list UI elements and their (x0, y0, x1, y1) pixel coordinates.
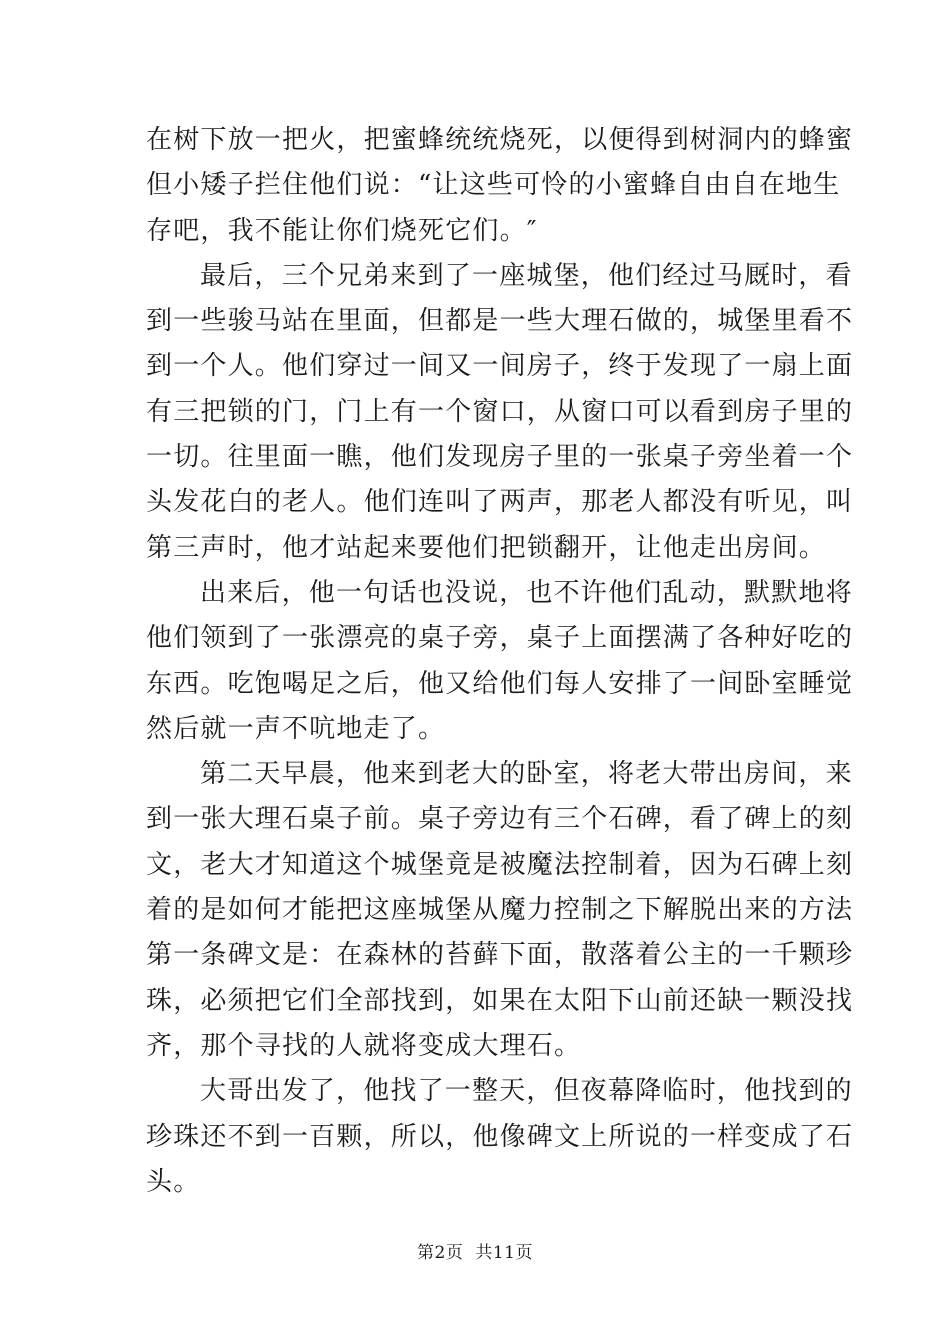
text-line: 着的是如何才能把这座城堡从魔力控制之下解脱出来的方法 (146, 895, 854, 926)
text-line: 第一条碑文是：在森林的苔藓下面，散落着公主的一千颗珍 (146, 940, 854, 971)
text-line: 到一个人。他们穿过一间又一间房子，终于发现了一扇上面 (146, 351, 854, 382)
text-line: 最后，三个兄弟来到了一座城堡，他们经过马厩时，看 (200, 260, 853, 291)
text-line: 出来后，他一句话也没说，也不许他们乱动，默默地将 (200, 577, 853, 608)
text-line: 他们领到了一张漂亮的桌子旁，桌子上面摆满了各种好吃的 (146, 623, 854, 654)
text-line: 然后就一声不吭地走了。 (146, 713, 446, 744)
text-line: 一切。往里面一瞧，他们发现房子里的一张桌子旁坐着一个 (146, 442, 854, 473)
text-line: 珠，必须把它们全部找到，如果在太阳下山前还缺一颗没找 (146, 985, 854, 1016)
text-line: 到一张大理石桌子前。桌子旁边有三个石碑，看了碑上的刻 (146, 804, 854, 835)
text-line: 东西。吃饱喝足之后，他又给他们每人安排了一间卧室睡觉 (146, 668, 854, 699)
page-footer (0, 1241, 950, 1265)
text-line: 头发花白的老人。他们连叫了两声，那老人都没有听见，叫 (146, 487, 854, 518)
text-line: 存吧，我不能让你们烧死它们。″ (146, 215, 538, 246)
text-line: 有三把锁的门，门上有一个窗口，从窗口可以看到房子里的 (146, 396, 854, 427)
text-line: 到一些骏马站在里面，但都是一些大理石做的，城堡里看不 (146, 306, 854, 337)
page-total: 共11页 (475, 1243, 533, 1263)
text-line: 第二天早晨，他来到老大的卧室，将老大带出房间，来 (200, 759, 853, 790)
text-line: 珍珠还不到一百颗，所以，他像碑文上所说的一样变成了石 (146, 1121, 854, 1152)
body-text (146, 118, 854, 1205)
text-line: 但小矮子拦住他们说：“让这些可怜的小蜜蜂自由自在地生 (146, 170, 841, 201)
text-line: 齐，那个寻找的人就将变成大理石。 (146, 1030, 582, 1061)
text-line: 文，老大才知道这个城堡竟是被魔法控制着，因为石碑上刻 (146, 849, 854, 880)
text-line: 第三声时，他才站起来要他们把锁翻开，让他走出房间。 (146, 532, 827, 563)
text-line: 大哥出发了，他找了一整天，但夜幕降临时，他找到的 (200, 1076, 853, 1107)
text-line: 头。 (146, 1166, 201, 1197)
page-number: 第2页 (417, 1243, 464, 1263)
text-line: 在树下放一把火，把蜜蜂统统烧死，以便得到树洞内的蜂蜜 (146, 125, 854, 155)
